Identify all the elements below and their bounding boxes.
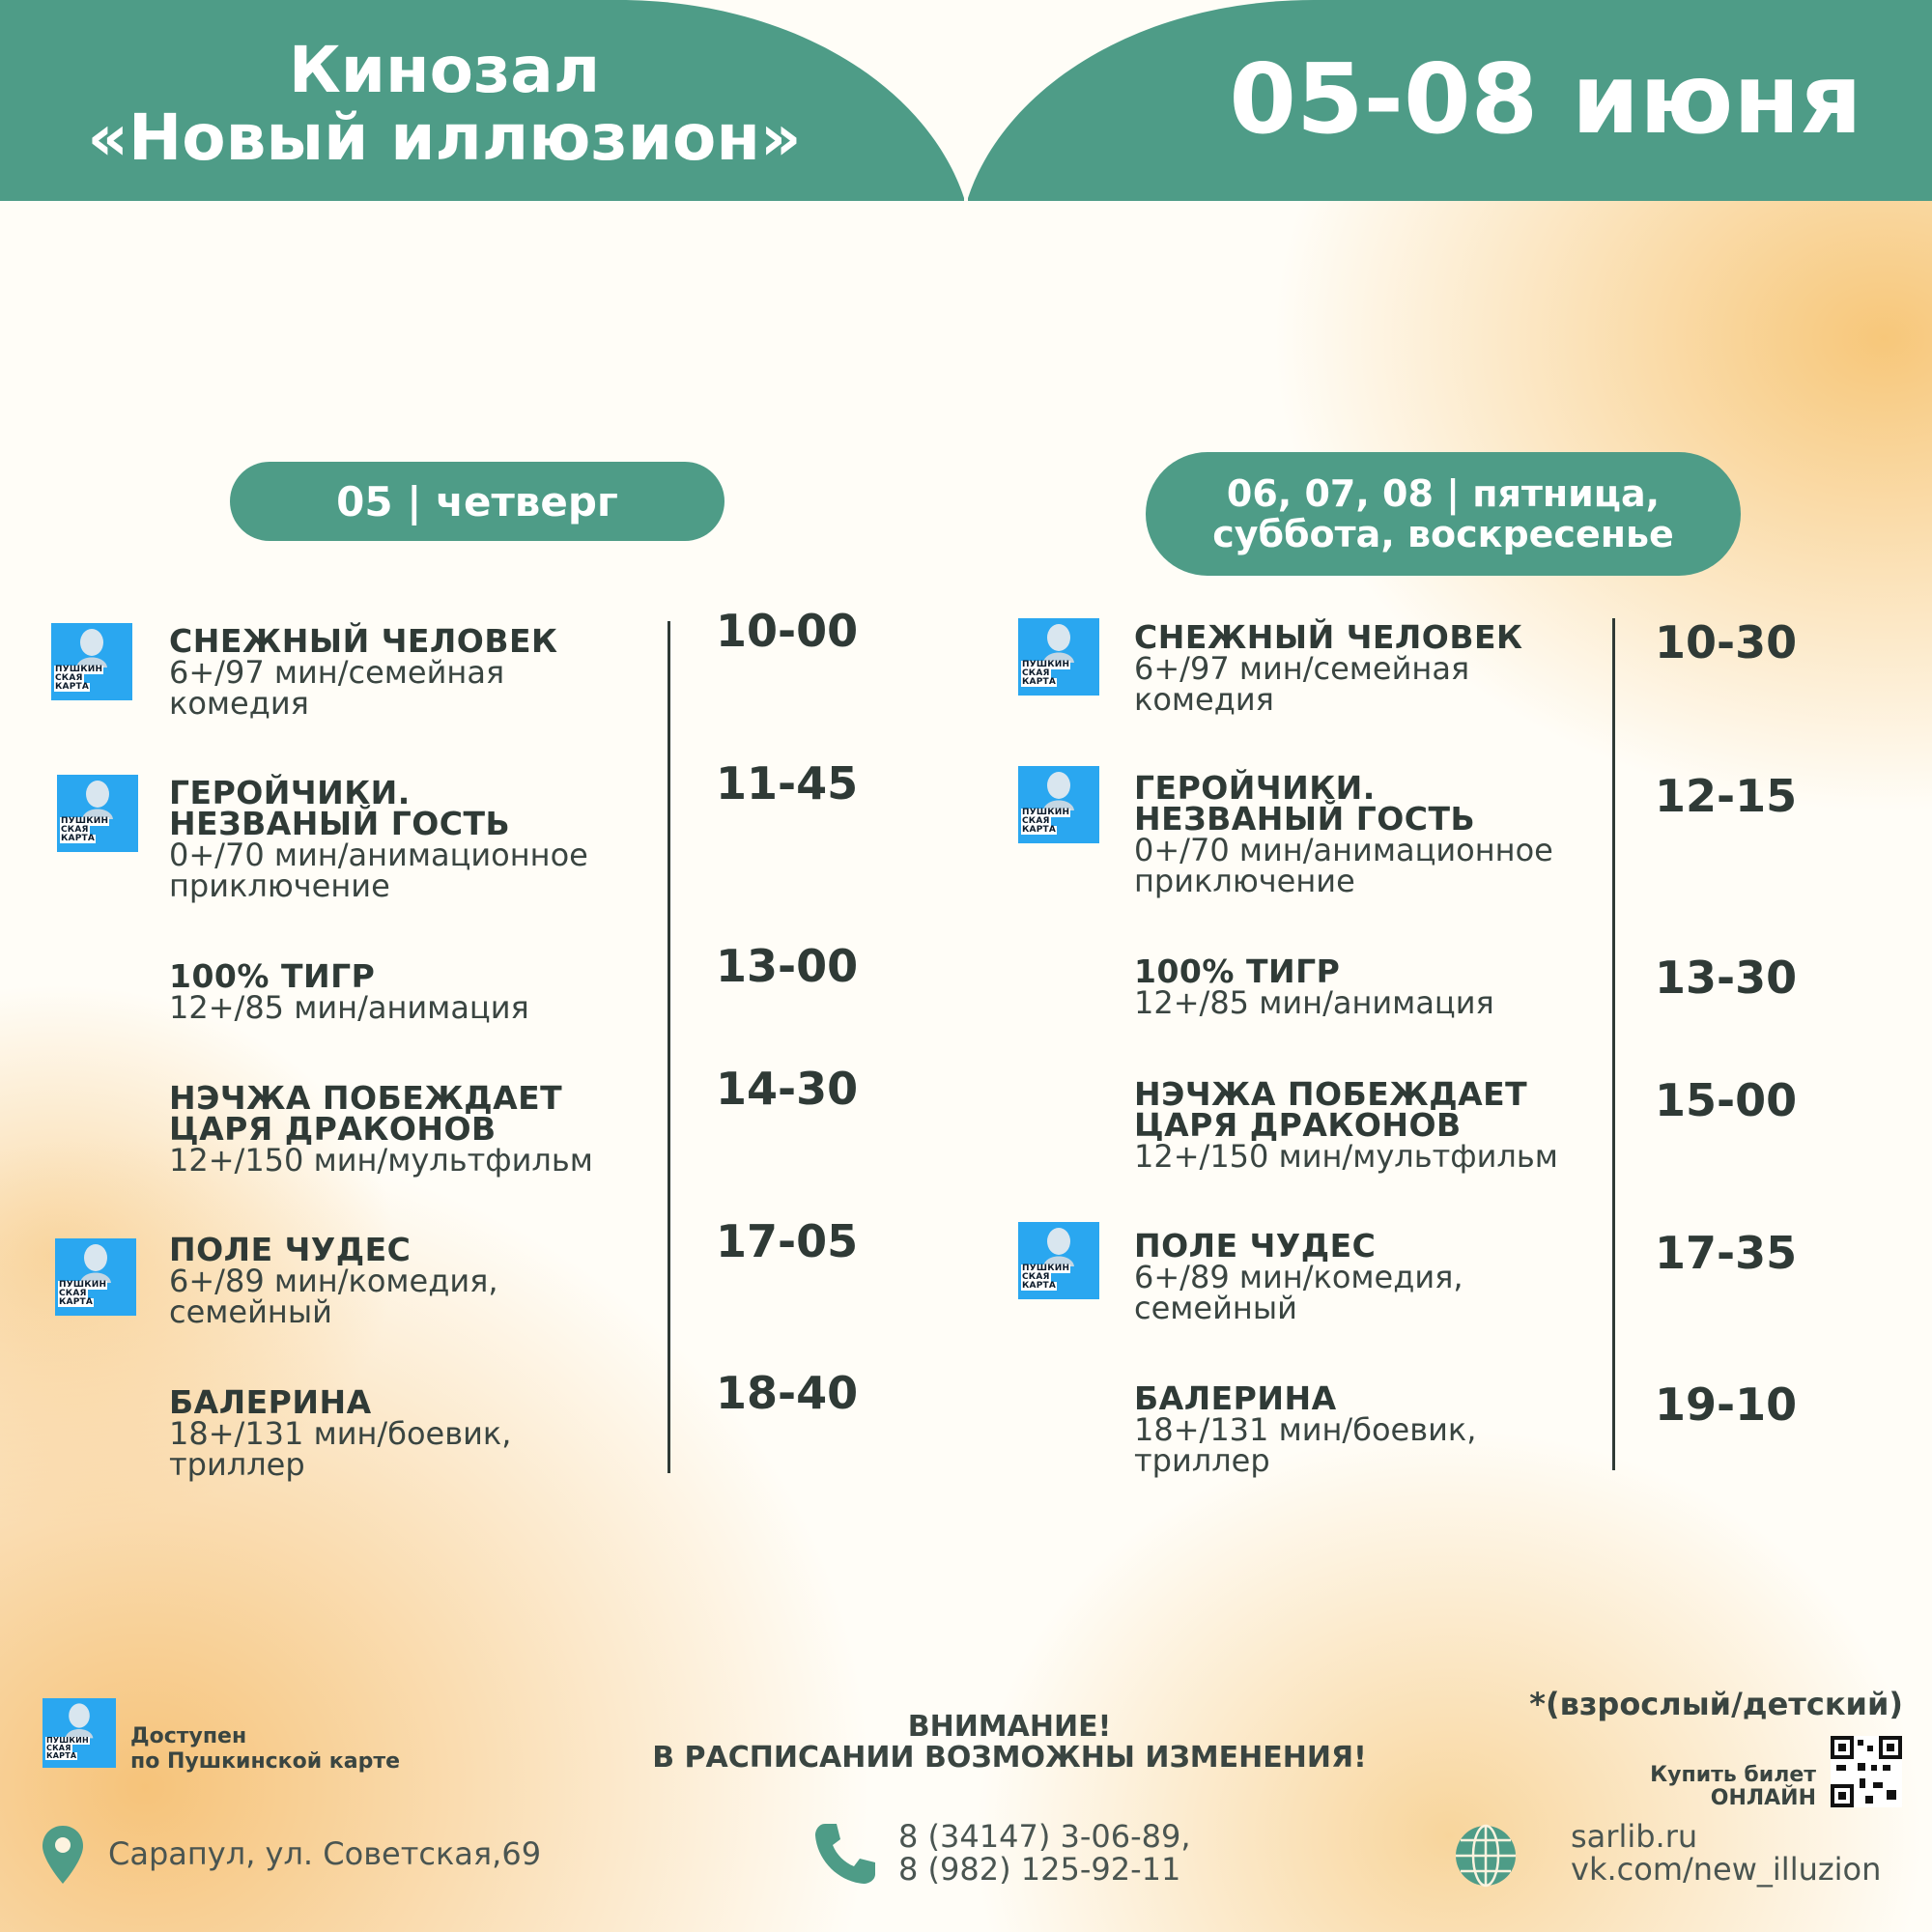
movie-info: 6+/89 мин/комедия, семейный [1134, 1259, 1463, 1326]
pushkin-card-icon: ПУШКИН СКАЯ КАРТА [1018, 1222, 1099, 1299]
movie-item[interactable] [169, 622, 652, 722]
qr-code-icon[interactable] [1831, 1736, 1902, 1807]
day-pill-thursday: 05 | четверг [230, 462, 724, 541]
pushkin-card-icon: ПУШКИН СКАЯ КАРТА [51, 623, 132, 700]
movie-title: СНЕЖНЫЙ ЧЕЛОВЕК [1134, 618, 1523, 656]
movie-title: НЭЧЖА ПОБЕЖДАЕТ ЦАРЯ ДРАКОНОВ [169, 1079, 563, 1148]
movie-info: 6+/89 мин/комедия, семейный [169, 1263, 498, 1330]
showtime: 11-45 [716, 757, 859, 810]
movie-item[interactable] [1134, 618, 1617, 718]
day-pill-weekend [1146, 452, 1741, 576]
pushkin-card-icon: ПУШКИН СКАЯ КАРТА [57, 775, 138, 852]
day-pill-weekend-line2: суббота, воскресенье [1212, 513, 1674, 555]
movie-item[interactable] [1134, 1075, 1617, 1175]
movie-info: 6+/97 мин/семейная комедия [1134, 650, 1470, 718]
pushkin-card-note: Доступен по Пушкинской карте [130, 1724, 400, 1774]
movie-item[interactable] [1134, 1227, 1540, 1326]
movie-info: 12+/85 мин/анимация [1134, 984, 1494, 1021]
movie-item[interactable] [1134, 769, 1598, 899]
price-note: *(взрослый/детский) [1529, 1686, 1903, 1722]
location-pin-icon [41, 1824, 85, 1886]
pushkin-card-icon: ПУШКИН СКАЯ КАРТА [55, 1238, 136, 1316]
phone-numbers[interactable] [898, 1820, 1191, 1886]
phone-1[interactable]: 8 (34147) 3-06-89, [898, 1818, 1191, 1855]
movie-item[interactable] [169, 774, 633, 904]
showtime: 13-00 [716, 940, 859, 992]
venue-title-line2: «Новый иллюзион» [87, 100, 802, 175]
movie-item[interactable] [1134, 952, 1617, 1021]
movie-title: ПОЛЕ ЧУДЕС [169, 1231, 412, 1268]
header-banner [0, 0, 1932, 203]
address: Сарапул, ул. Советская,69 [108, 1835, 542, 1872]
movie-item[interactable] [169, 1079, 652, 1179]
movie-item[interactable] [169, 1231, 575, 1330]
movie-title: ГЕРОЙЧИКИ. НЕЗВАНЫЙ ГОСТЬ [169, 774, 511, 842]
showtime: 13-30 [1655, 952, 1798, 1004]
movie-title: 100% ТИГР [1134, 952, 1341, 990]
movie-item[interactable] [169, 957, 652, 1026]
movie-info: 18+/131 мин/боевик, триллер [169, 1415, 512, 1483]
site-link-2[interactable]: vk.com/new_illuzion [1571, 1851, 1882, 1888]
pushkin-card-icon: ПУШКИН СКАЯ КАРТА [1018, 618, 1099, 696]
site-link-1[interactable]: sarlib.ru [1571, 1818, 1698, 1855]
movie-item[interactable] [169, 1383, 555, 1483]
day-pill-weekend-line1: 06, 07, 08 | пятница, [1226, 472, 1661, 515]
movie-info: 12+/150 мин/мультфильм [1134, 1138, 1558, 1175]
venue-title-line1: Кинозал [288, 33, 601, 107]
venue-title [58, 33, 831, 175]
dates-title: 05-08 июня [1229, 43, 1862, 156]
movie-info: 6+/97 мин/семейная комедия [169, 654, 505, 722]
movie-info: 12+/150 мин/мультфильм [169, 1142, 593, 1179]
pushkin-card-icon: ПУШКИН СКАЯ КАРТА [43, 1698, 116, 1768]
movie-info: 0+/70 мин/анимационное приключение [1134, 832, 1553, 899]
movie-info: 12+/85 мин/анимация [169, 989, 529, 1026]
movie-info: 0+/70 мин/анимационное приключение [169, 837, 588, 904]
movie-title: СНЕЖНЫЙ ЧЕЛОВЕК [169, 622, 558, 660]
schedule-warning: ВНИМАНИЕ! В РАСПИСАНИИ ВОЗМОЖНЫ ИЗМЕНЕНИЯ! [652, 1710, 1367, 1775]
showtime: 18-40 [716, 1367, 859, 1419]
website-links[interactable] [1571, 1820, 1881, 1886]
showtime: 15-00 [1655, 1074, 1798, 1126]
movie-title: БАЛЕРИНА [1134, 1379, 1337, 1417]
phone-2[interactable]: 8 (982) 125-92-11 [898, 1851, 1181, 1888]
movie-title: НЭЧЖА ПОБЕЖДАЕТ ЦАРЯ ДРАКОНОВ [1134, 1075, 1528, 1144]
movie-item[interactable] [1134, 1379, 1520, 1479]
column-divider-right [1612, 618, 1615, 1470]
movie-title: ПОЛЕ ЧУДЕС [1134, 1227, 1377, 1264]
showtime: 17-05 [716, 1215, 859, 1267]
movie-title: 100% ТИГР [169, 957, 376, 995]
globe-icon [1454, 1824, 1518, 1888]
movie-info: 18+/131 мин/боевик, триллер [1134, 1411, 1477, 1479]
pushkin-card-icon: ПУШКИН СКАЯ КАРТА [1018, 766, 1099, 843]
showtime: 17-35 [1655, 1227, 1798, 1279]
phone-icon [811, 1820, 879, 1888]
movie-title: ГЕРОЙЧИКИ. НЕЗВАНЫЙ ГОСТЬ [1134, 769, 1476, 838]
showtime: 12-15 [1655, 770, 1798, 822]
column-divider-left [668, 621, 670, 1473]
showtime: 10-30 [1655, 616, 1798, 668]
movie-title: БАЛЕРИНА [169, 1383, 372, 1421]
showtime: 10-00 [716, 605, 859, 657]
showtime: 19-10 [1655, 1378, 1798, 1431]
showtime: 14-30 [716, 1063, 859, 1115]
buy-ticket-label[interactable]: Купить билет ОНЛАЙН [1650, 1763, 1816, 1810]
